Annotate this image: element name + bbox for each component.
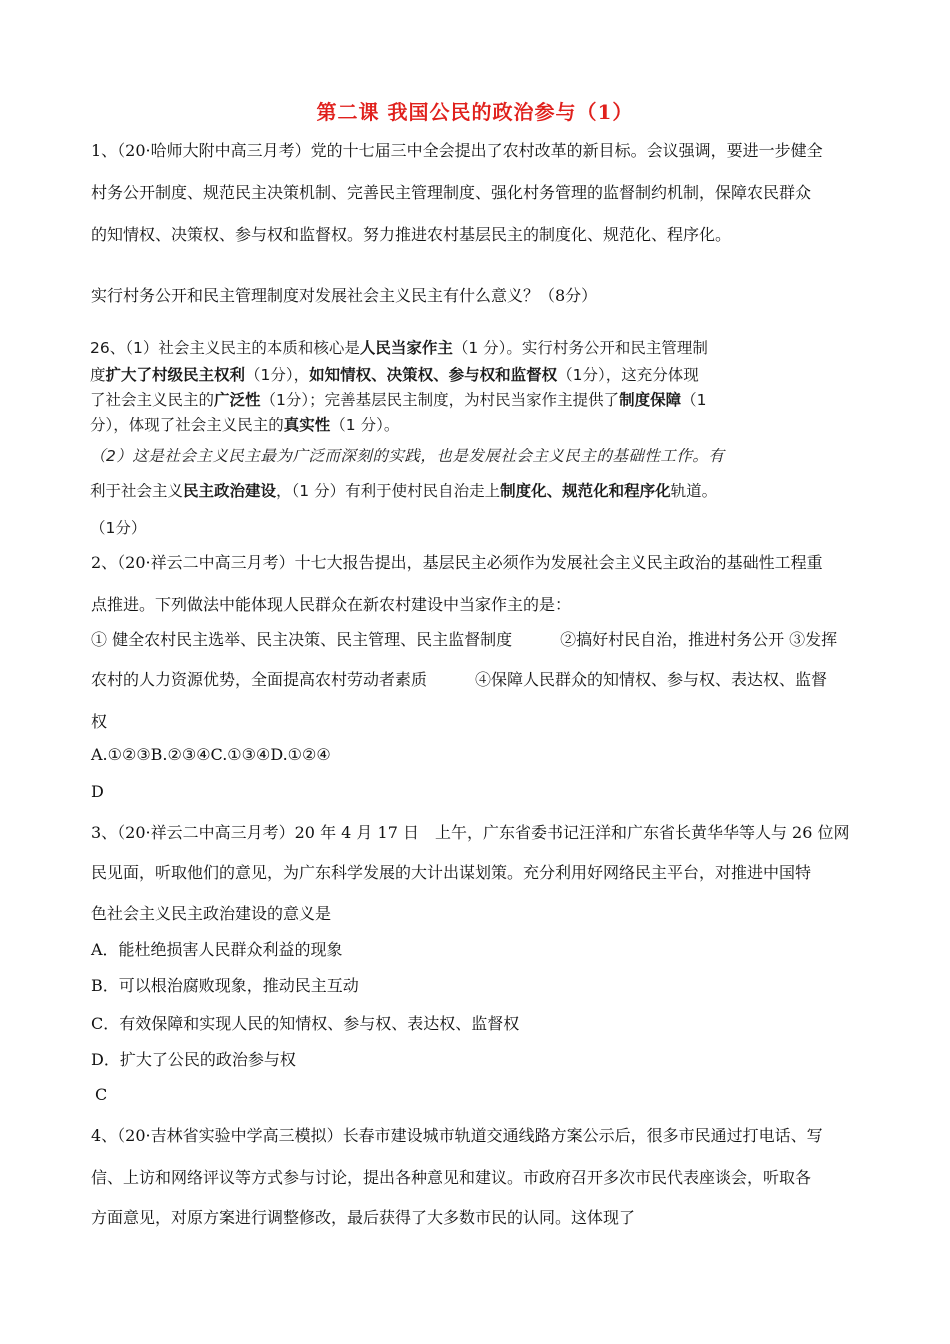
answer-row-6: 利于社会主义民主政治建设，（1 分）有利于使村民自治走上制度化、规范化和程序化轨道。 (90, 482, 718, 500)
q3-line-3: 色社会主义民主政治建设的意义是 (91, 904, 332, 923)
q1-line-1: 1、（20·哈师大附中高三月考）党的十七届三中全会提出了农村改革的新目标。会议强调，要进一步健全 (91, 141, 823, 160)
q4-line-3: 方面意见，对原方案进行调整修改，最后获得了大多数市民的认同。这体现了 (91, 1208, 636, 1227)
q3-answer: C (95, 1085, 108, 1104)
q1-answer-image (90, 330, 770, 540)
answer-row-7: （1分） (90, 519, 147, 537)
q3-option-a: A．能杜绝损害人民群众利益的现象 (91, 940, 343, 959)
q4-line-2: 信、上访和网络评议等方式参与讨论，提出各种意见和建议。市政府召开多次市民代表座谈会，听取各 (91, 1168, 812, 1187)
q4-line-1: 4、（20·吉林省实验中学高三模拟）长春市建设城市轨道交通线路方案公示后，很多市民通过打电话、写 (91, 1126, 823, 1145)
q3-option-b: B．可以根治腐败现象，推动民主互动 (91, 976, 359, 995)
q3-line-1: 3、（20·祥云二中高三月考）20 年 4 月 17 日 上午，广东省委书记汪洋和广东省长黄华华等人与 26 位网 (91, 823, 850, 842)
answer-row-4: 分），体现了社会主义民主的真实性（1 分）。 (90, 416, 400, 434)
q2-line-4: 农村的人力资源优势，全面提高农村劳动者素质 ④保障人民群众的知情权、参与权、表达权、监督 (91, 670, 828, 689)
q3-option-d: D．扩大了公民的政治参与权 (91, 1050, 296, 1069)
q2-line-2: 点推进。下列做法中能体现人民群众在新农村建设中当家作主的是： (91, 595, 572, 614)
q2-options: A.①②③B.②③④C.①③④D.①②④ (91, 745, 331, 764)
q2-line-1: 2、（20·祥云二中高三月考）十七大报告提出，基层民主必须作为发展社会主义民主政治的基础性工程重 (91, 553, 823, 572)
answer-row-2: 度扩大了村级民主权利（1分），如知情权、决策权、参与权和监督权（1分），这充分体现 (90, 366, 699, 384)
q3-option-c: C．有效保障和实现人民的知情权、参与权、表达权、监督权 (91, 1014, 520, 1033)
q2-answer: D (91, 782, 104, 801)
answer-row-1: 26、（1）社会主义民主的本质和核心是人民当家作主（1 分）。实行村务公开和民主管理制 (90, 339, 708, 357)
answer-row-5: （2）这是社会主义民主最为广泛而深刻的实践，也是发展社会主义民主的基础性工作。有 (90, 447, 725, 465)
q2-line-3: ① 健全农村民主选举、民主决策、民主管理、民主监督制度 ②搞好村民自治，推进村务公开 ③发挥 (91, 630, 838, 649)
q1-line-3: 的知情权、决策权、参与权和监督权。努力推进农村基层民主的制度化、规范化、程序化。 (91, 225, 732, 244)
q2-line-5: 权 (91, 712, 108, 731)
q3-line-2: 民见面，听取他们的意见，为广东科学发展的大计出谋划策。充分利用好网络民主平台，对推进中国特 (91, 863, 812, 882)
q1-line-2: 村务公开制度、规范民主决策机制、完善民主管理制度、强化村务管理的监督制约机制，保障农民群众 (91, 183, 812, 202)
answer-row-3: 了社会主义民主的广泛性（1分）；完善基层民主制度，为村民当家作主提供了制度保障（1 (90, 391, 707, 409)
page-title: 第二课 我国公民的政治参与（1） (316, 100, 634, 124)
q1-question: 实行村务公开和民主管理制度对发展社会主义民主有什么意义？（8分） (91, 286, 598, 305)
